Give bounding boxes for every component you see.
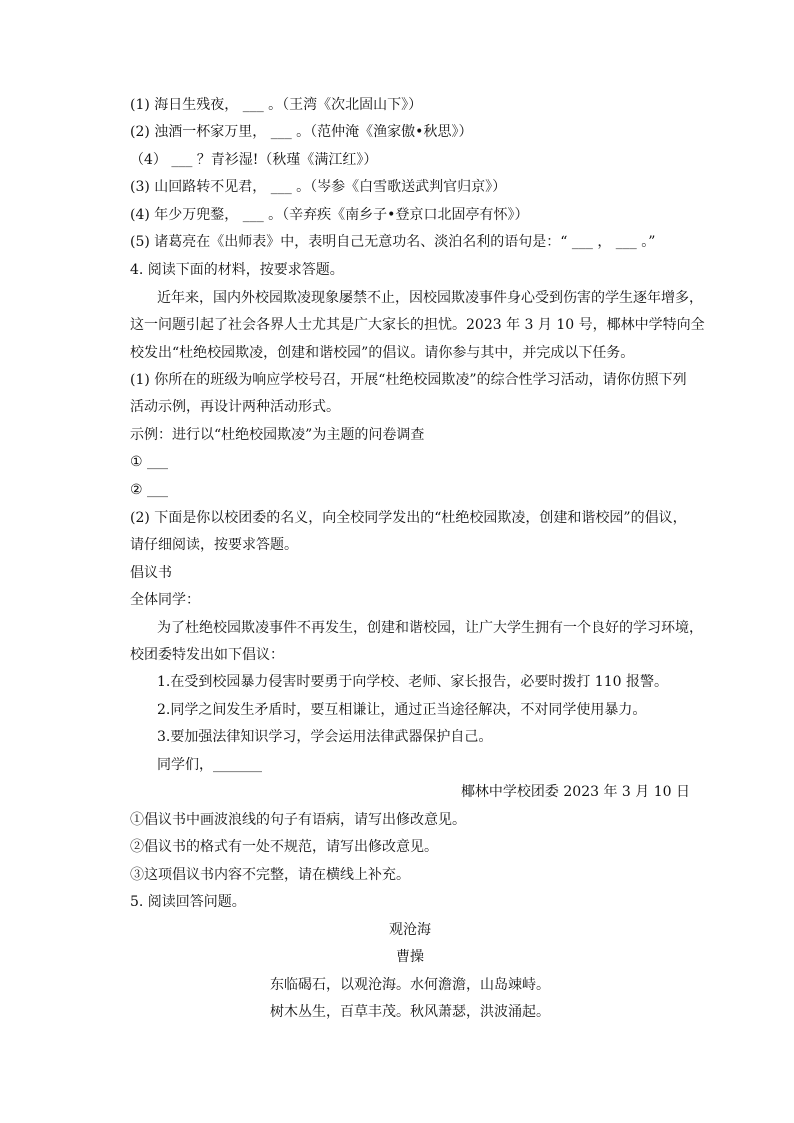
- proposal-item-2: 2.同学之间发生矛盾时，要互相谦让，通过正当途径解决，不对同学使用暴力。: [157, 702, 647, 718]
- recite-item-1: (1) 海日生残夜， ___ 。（王湾《次北固山下》）: [130, 97, 423, 113]
- task-2: ②倡议书的格式有一处不规范，请写出修改意见。: [130, 839, 438, 855]
- poem-line: 东临碣石，以观沧海。水何澹澹，山岛竦峙。: [270, 977, 550, 993]
- subquestion-1-cont: 活动示例，再设计两种活动形式。: [130, 399, 340, 415]
- proposal-item-3: 3.要加强法律知识学习，学会运用法律武器保护自己。: [157, 729, 493, 745]
- recite-item-3: （4） ___ ？青衫湿!（秋瑾《满江红》）: [130, 152, 378, 168]
- question-4-heading: 4. 阅读下面的材料，按要求答题。: [130, 262, 344, 278]
- proposal-body-line: 校团委特发出如下倡议：: [130, 647, 284, 663]
- question-5-heading: 5. 阅读回答问题。: [130, 894, 246, 910]
- material-paragraph-line: 这一问题引起了社会各界人士尤其是广大家长的担忧。2023 年 3 月 10 号，椰林中学特向全: [130, 317, 705, 333]
- recite-item-6: (5) 诸葛亮在《出师表》中，表明自己无意功名、淡泊名利的语句是：“ ___ ， ___ 。”: [130, 234, 656, 250]
- proposal-closing: 同学们，_______: [157, 757, 262, 773]
- proposal-salutation: 全体同学：: [130, 592, 200, 608]
- subquestion-2-cont: 请仔细阅读，按要求答题。: [130, 537, 298, 553]
- task-3: ③这项倡议书内容不完整，请在横线上补充。: [130, 867, 410, 883]
- poem-title: 观沧海: [389, 922, 431, 938]
- material-paragraph-line: 近年来，国内外校园欺凌现象屡禁不止，因校园欺凌事件身心受到伤害的学生逐年增多，: [157, 290, 703, 306]
- proposal-item-1: 1.在受到校园暴力侵害时要勇于向学校、老师、家长报告，必要时拨打 110 报警。: [157, 674, 668, 690]
- task-1: ①倡议书中画波浪线的句子有语病，请写出修改意见。: [130, 812, 466, 828]
- subquestion-2: (2) 下面是你以校团委的名义，向全校同学发出的“杜绝校园欺凌，创建和谐校园”的倡议，: [130, 510, 687, 526]
- proposal-body-line: 为了杜绝校园欺凌事件不再发生，创建和谐校园，让广大学生拥有一个良好的学习环境，: [157, 620, 703, 636]
- answer-blank-1: ① ___: [130, 454, 169, 470]
- material-paragraph-line: 校发出“杜绝校园欺凌，创建和谐校园”的倡议。请你参与其中，并完成以下任务。: [130, 345, 635, 361]
- subquestion-1: (1) 你所在的班级为响应学校号召，开展“杜绝校园欺凌”的综合性学习活动，请你仿照下列: [130, 372, 687, 388]
- recite-item-4: (3) 山回路转不见君， ___ 。（岑参《白雪歌送武判官归京》）: [130, 179, 507, 195]
- answer-blank-2: ② ___: [130, 482, 169, 498]
- recite-item-2: (2) 浊酒一杯家万里， ___ 。（范仲淹《渔家傲•秋思》）: [130, 124, 473, 140]
- poem-author: 曹操: [396, 949, 424, 965]
- example-line: 示例：进行以“杜绝校园欺凌”为主题的问卷调查: [130, 427, 425, 443]
- proposal-title: 倡议书: [130, 565, 172, 581]
- poem-line: 树木丛生，百草丰茂。秋风萧瑟，洪波涌起。: [270, 1004, 550, 1020]
- proposal-signature: 椰林中学校团委 2023 年 3 月 10 日: [460, 784, 690, 800]
- recite-item-5: (4) 年少万兜鍪， ___ 。（辛弃疾《南乡子•登京口北固亭有怀》）: [130, 207, 529, 223]
